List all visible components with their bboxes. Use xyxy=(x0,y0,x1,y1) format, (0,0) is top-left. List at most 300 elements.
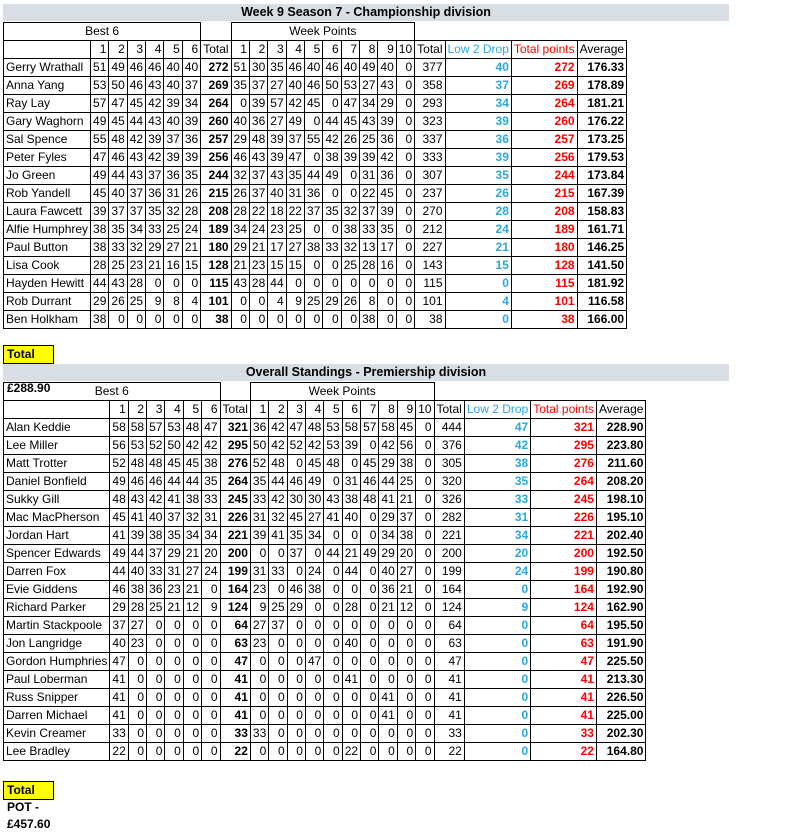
week-score: 0 xyxy=(269,743,287,761)
low2drop-value: 0 xyxy=(464,653,530,671)
week-score: 0 xyxy=(287,689,305,707)
week-score: 39 xyxy=(268,131,286,149)
average-value: 166.00 xyxy=(577,311,626,329)
best-score: 43 xyxy=(128,491,146,509)
week-score: 28 xyxy=(249,275,267,293)
week-col-header: 2 xyxy=(249,41,267,59)
player-name: Richard Parker xyxy=(4,599,110,617)
week-score: 0 xyxy=(361,509,379,527)
best-score: 48 xyxy=(128,455,146,473)
week-score: 35 xyxy=(231,77,249,95)
best-score: 45 xyxy=(165,455,183,473)
week-score: 0 xyxy=(269,653,287,671)
week-score: 27 xyxy=(360,77,378,95)
week-score: 27 xyxy=(305,509,323,527)
best-score: 34 xyxy=(127,221,145,239)
average-value: 225.00 xyxy=(596,707,645,725)
best-score: 38 xyxy=(91,239,109,257)
best-score: 46 xyxy=(110,581,128,599)
average-value: 191.90 xyxy=(596,635,645,653)
best-score: 49 xyxy=(110,473,128,491)
week-score: 57 xyxy=(268,95,286,113)
week-score: 49 xyxy=(361,545,379,563)
week-score: 0 xyxy=(416,545,434,563)
best-score: 38 xyxy=(91,221,109,239)
week-col-header: 8 xyxy=(360,41,378,59)
best-total: 41 xyxy=(220,707,250,725)
week-score: 0 xyxy=(287,563,305,581)
week-score: 29 xyxy=(379,545,397,563)
week-score: 0 xyxy=(379,635,397,653)
player-name: Sukky Gill xyxy=(4,491,110,509)
week-score: 0 xyxy=(396,203,414,221)
week-score: 29 xyxy=(323,293,341,311)
week-score: 0 xyxy=(305,599,323,617)
week-score: 23 xyxy=(249,257,267,275)
week-col-header: 5 xyxy=(324,401,342,419)
week-score: 45 xyxy=(378,185,396,203)
low2drop-value: 40 xyxy=(445,59,511,77)
week-score: 0 xyxy=(304,257,322,275)
best-score: 21 xyxy=(165,599,183,617)
best-score: 39 xyxy=(164,149,182,167)
week-score: 0 xyxy=(416,437,434,455)
best-score: 0 xyxy=(146,311,164,329)
week-total: 376 xyxy=(434,437,464,455)
best-score: 52 xyxy=(110,455,128,473)
total-points-value: 47 xyxy=(531,653,597,671)
best-score: 34 xyxy=(182,95,200,113)
week-score: 0 xyxy=(397,653,415,671)
best-score: 28 xyxy=(128,599,146,617)
best-score: 0 xyxy=(202,671,220,689)
total-points-value: 215 xyxy=(511,185,577,203)
week-score: 0 xyxy=(305,671,323,689)
low2drop-value: 47 xyxy=(464,419,530,437)
week-score: 21 xyxy=(342,545,360,563)
average-value: 162.90 xyxy=(596,599,645,617)
week-score: 0 xyxy=(287,671,305,689)
player-name: Evie Giddens xyxy=(4,581,110,599)
week-score: 0 xyxy=(378,293,396,311)
total-points-value: 124 xyxy=(531,599,597,617)
table-row xyxy=(4,509,646,527)
week-score: 48 xyxy=(249,131,267,149)
total-points-value: 208 xyxy=(511,203,577,221)
best-col-header: 3 xyxy=(127,41,145,59)
week-score: 34 xyxy=(379,527,397,545)
average-value: 211.60 xyxy=(596,455,645,473)
week-score: 0 xyxy=(416,725,434,743)
week-score: 0 xyxy=(341,167,359,185)
best-score: 40 xyxy=(164,59,182,77)
week-score: 47 xyxy=(341,95,359,113)
week-score: 43 xyxy=(268,167,286,185)
best-score: 37 xyxy=(146,167,164,185)
week-score: 0 xyxy=(305,689,323,707)
week-score: 53 xyxy=(324,419,342,437)
total-points-value: 128 xyxy=(511,257,577,275)
week-score: 21 xyxy=(397,581,415,599)
total-points-value: 226 xyxy=(531,509,597,527)
premiership-title: Overall Standings - Premiership division xyxy=(3,364,729,381)
best-score: 48 xyxy=(110,491,128,509)
average-value: 141.50 xyxy=(577,257,626,275)
week-score: 32 xyxy=(231,167,249,185)
table-row xyxy=(4,275,627,293)
best-score: 27 xyxy=(183,563,201,581)
best-score: 36 xyxy=(147,581,165,599)
week-score: 0 xyxy=(323,185,341,203)
week-score: 42 xyxy=(269,491,287,509)
low2drop-header: Low 2 Drop xyxy=(445,41,511,59)
week-score: 48 xyxy=(361,491,379,509)
week-score: 0 xyxy=(397,617,415,635)
week-score: 23 xyxy=(250,635,268,653)
best-score: 0 xyxy=(202,689,220,707)
best-score: 45 xyxy=(183,455,201,473)
best-score: 40 xyxy=(128,563,146,581)
best-score: 47 xyxy=(109,95,127,113)
week-score: 0 xyxy=(287,617,305,635)
best-score: 44 xyxy=(110,563,128,581)
week-score: 51 xyxy=(231,59,249,77)
player-name: Ray Lay xyxy=(4,95,91,113)
week-score: 17 xyxy=(378,239,396,257)
best-score: 20 xyxy=(202,545,220,563)
week-total: 22 xyxy=(434,743,464,761)
week-score: 22 xyxy=(342,743,360,761)
player-name: Ben Holkham xyxy=(4,311,91,329)
low2drop-value: 0 xyxy=(464,635,530,653)
week-score: 23 xyxy=(250,581,268,599)
week-col-header: 9 xyxy=(397,401,415,419)
best-total: 164 xyxy=(220,581,250,599)
week-score: 47 xyxy=(305,653,323,671)
week-total: 41 xyxy=(434,707,464,725)
best-col-header: 6 xyxy=(202,401,220,419)
week-score: 25 xyxy=(304,293,322,311)
average-value: 158.83 xyxy=(577,203,626,221)
week-score: 0 xyxy=(287,707,305,725)
total-points-value: 295 xyxy=(531,437,597,455)
best-score: 23 xyxy=(128,635,146,653)
best-score: 0 xyxy=(183,707,201,725)
average-value: 198.10 xyxy=(596,491,645,509)
best-total: 180 xyxy=(201,239,231,257)
best-score: 35 xyxy=(202,473,220,491)
average-value: 202.30 xyxy=(596,725,645,743)
player-name: Mac MacPherson xyxy=(4,509,110,527)
best-score: 32 xyxy=(127,239,145,257)
low2drop-value: 15 xyxy=(445,257,511,275)
best-score: 21 xyxy=(182,239,200,257)
average-value: 195.10 xyxy=(596,509,645,527)
week-total: 221 xyxy=(434,527,464,545)
low2drop-value: 0 xyxy=(464,581,530,599)
table-row xyxy=(4,689,646,707)
week-score: 33 xyxy=(269,563,287,581)
total-points-value: 63 xyxy=(531,635,597,653)
player-name: Sal Spence xyxy=(4,131,91,149)
best-score: 16 xyxy=(164,257,182,275)
best-score: 38 xyxy=(183,491,201,509)
low2drop-value: 33 xyxy=(464,491,530,509)
best-score: 0 xyxy=(165,707,183,725)
week-score: 31 xyxy=(360,167,378,185)
total-points-value: 269 xyxy=(511,77,577,95)
best-score: 35 xyxy=(146,203,164,221)
week-total: 358 xyxy=(415,77,445,95)
week-score: 17 xyxy=(268,239,286,257)
best-total: 264 xyxy=(201,95,231,113)
best-score: 0 xyxy=(147,617,165,635)
premiership-total-pot: Total POT - £457.60 xyxy=(3,781,54,800)
total-points-value: 41 xyxy=(531,707,597,725)
week-score: 46 xyxy=(323,59,341,77)
week-score: 27 xyxy=(286,239,304,257)
week-score: 0 xyxy=(396,113,414,131)
best-score: 28 xyxy=(127,275,145,293)
total-points-value: 244 xyxy=(511,167,577,185)
total-points-header: Total points xyxy=(511,41,577,59)
week-score: 13 xyxy=(360,239,378,257)
best-score: 46 xyxy=(146,59,164,77)
week-score: 35 xyxy=(268,59,286,77)
average-value: 178.89 xyxy=(577,77,626,95)
best-total: 189 xyxy=(201,221,231,239)
best-score: 45 xyxy=(109,113,127,131)
best-score: 21 xyxy=(146,257,164,275)
week-score: 38 xyxy=(360,311,378,329)
player-name: Peter Fyles xyxy=(4,149,91,167)
week-score: 30 xyxy=(287,491,305,509)
best-score: 37 xyxy=(127,185,145,203)
week-score: 0 xyxy=(396,311,414,329)
best-score: 0 xyxy=(128,725,146,743)
best-score: 4 xyxy=(182,293,200,311)
best-score: 0 xyxy=(165,725,183,743)
best-col-header: 1 xyxy=(91,41,109,59)
best-col-header: 4 xyxy=(165,401,183,419)
low2drop-value: 0 xyxy=(464,671,530,689)
average-header: Average xyxy=(577,41,626,59)
best-score: 0 xyxy=(202,617,220,635)
total-points-value: 180 xyxy=(511,239,577,257)
week-total: 115 xyxy=(415,275,445,293)
table-row xyxy=(4,725,646,743)
best-total: 22 xyxy=(220,743,250,761)
best-score: 12 xyxy=(183,599,201,617)
best-score: 38 xyxy=(202,455,220,473)
player-name: Anna Yang xyxy=(4,77,91,95)
week-score: 43 xyxy=(360,113,378,131)
best-col-header: 3 xyxy=(147,401,165,419)
week-score: 0 xyxy=(304,149,322,167)
week-score: 0 xyxy=(416,419,434,437)
average-value: 173.84 xyxy=(577,167,626,185)
week-total: 199 xyxy=(434,563,464,581)
best-score: 49 xyxy=(91,113,109,131)
best-score: 0 xyxy=(147,671,165,689)
week-score: 0 xyxy=(324,617,342,635)
player-name: Alan Keddie xyxy=(4,419,110,437)
week-score: 25 xyxy=(341,257,359,275)
best-total: 272 xyxy=(201,59,231,77)
week-total: 41 xyxy=(434,689,464,707)
week-score: 47 xyxy=(286,149,304,167)
best-total: 276 xyxy=(220,455,250,473)
week-score: 9 xyxy=(286,293,304,311)
week-score: 0 xyxy=(249,311,267,329)
best-score: 23 xyxy=(127,257,145,275)
group-header-row xyxy=(4,383,646,401)
week-score: 0 xyxy=(305,707,323,725)
week-score: 39 xyxy=(342,437,360,455)
week-score: 0 xyxy=(416,563,434,581)
best-score: 41 xyxy=(128,509,146,527)
week-score: 0 xyxy=(341,311,359,329)
week-score: 20 xyxy=(397,545,415,563)
total-points-value: 276 xyxy=(531,455,597,473)
week-score: 0 xyxy=(379,725,397,743)
best-score: 36 xyxy=(146,185,164,203)
week-score: 0 xyxy=(342,707,360,725)
best-score: 0 xyxy=(128,653,146,671)
week-score: 0 xyxy=(396,257,414,275)
average-value: 164.80 xyxy=(596,743,645,761)
table-row xyxy=(4,671,646,689)
week-score: 0 xyxy=(379,671,397,689)
week-score: 43 xyxy=(378,77,396,95)
best-col-header: 1 xyxy=(110,401,128,419)
best-total: 38 xyxy=(201,311,231,329)
best-score: 0 xyxy=(202,653,220,671)
best-score: 53 xyxy=(91,77,109,95)
best-total: 63 xyxy=(220,635,250,653)
best-score: 0 xyxy=(128,689,146,707)
table-row xyxy=(4,527,646,545)
week-score: 41 xyxy=(342,671,360,689)
week-score: 0 xyxy=(379,743,397,761)
player-name: Spencer Edwards xyxy=(4,545,110,563)
best-total: 264 xyxy=(220,473,250,491)
week-total: 323 xyxy=(415,113,445,131)
best-score: 35 xyxy=(165,527,183,545)
week-score: 0 xyxy=(286,311,304,329)
week-score: 18 xyxy=(268,203,286,221)
week-score: 0 xyxy=(269,707,287,725)
week-score: 0 xyxy=(342,527,360,545)
week-score: 40 xyxy=(379,563,397,581)
week-score: 0 xyxy=(269,689,287,707)
low2drop-value: 28 xyxy=(445,203,511,221)
best-score: 37 xyxy=(110,617,128,635)
best-score: 0 xyxy=(146,275,164,293)
player-name: Lee Bradley xyxy=(4,743,110,761)
best-score: 50 xyxy=(109,77,127,95)
week-score: 0 xyxy=(396,131,414,149)
week-score: 35 xyxy=(250,473,268,491)
table-row xyxy=(4,293,627,311)
week-score: 27 xyxy=(268,77,286,95)
week-score: 0 xyxy=(416,491,434,509)
player-name: Laura Fawcett xyxy=(4,203,91,221)
week-score: 0 xyxy=(269,581,287,599)
week-score: 0 xyxy=(361,617,379,635)
week-score: 53 xyxy=(341,77,359,95)
table-row xyxy=(4,239,627,257)
player-name: Rob Yandell xyxy=(4,185,91,203)
best-score: 48 xyxy=(109,131,127,149)
best-total: 101 xyxy=(201,293,231,311)
best-score: 0 xyxy=(165,671,183,689)
week-col-header: 7 xyxy=(361,401,379,419)
average-value: 208.20 xyxy=(596,473,645,491)
best-score: 52 xyxy=(147,437,165,455)
player-name: Gary Waghorn xyxy=(4,113,91,131)
table-row xyxy=(4,149,627,167)
best-score: 25 xyxy=(164,221,182,239)
week-score: 0 xyxy=(416,581,434,599)
week-score: 38 xyxy=(397,455,415,473)
week-score: 35 xyxy=(287,527,305,545)
week-score: 0 xyxy=(324,671,342,689)
player-name: Darren Fox xyxy=(4,563,110,581)
best-total: 199 xyxy=(220,563,250,581)
week-score: 28 xyxy=(342,599,360,617)
best-score: 33 xyxy=(109,239,127,257)
best-total: 295 xyxy=(220,437,250,455)
week-score: 0 xyxy=(324,689,342,707)
week-col-header: 1 xyxy=(250,401,268,419)
low2drop-value: 4 xyxy=(445,293,511,311)
best-score: 29 xyxy=(165,545,183,563)
week-score: 42 xyxy=(305,437,323,455)
week-score: 41 xyxy=(379,707,397,725)
table-row xyxy=(4,473,646,491)
best-score: 48 xyxy=(147,455,165,473)
average-value: 176.33 xyxy=(577,59,626,77)
average-value: 179.53 xyxy=(577,149,626,167)
low2drop-value: 35 xyxy=(445,167,511,185)
week-score: 40 xyxy=(304,59,322,77)
best-score: 0 xyxy=(202,581,220,599)
table-row xyxy=(4,635,646,653)
best-score: 41 xyxy=(110,689,128,707)
week-score: 0 xyxy=(323,311,341,329)
best-score: 40 xyxy=(164,113,182,131)
best-score: 37 xyxy=(109,203,127,221)
week-score: 37 xyxy=(397,509,415,527)
week-score: 37 xyxy=(249,167,267,185)
best-score: 58 xyxy=(128,419,146,437)
week-score: 49 xyxy=(360,59,378,77)
best-score: 0 xyxy=(147,707,165,725)
best-score: 29 xyxy=(110,599,128,617)
player-name: Lee Miller xyxy=(4,437,110,455)
week-score: 49 xyxy=(305,473,323,491)
best-score: 50 xyxy=(165,437,183,455)
player-name: Daniel Bonfield xyxy=(4,473,110,491)
best-score: 0 xyxy=(147,725,165,743)
week-score: 0 xyxy=(250,743,268,761)
week-score: 40 xyxy=(378,59,396,77)
week-score: 44 xyxy=(269,473,287,491)
week-total-header: Total xyxy=(434,401,464,419)
premiership-table xyxy=(3,382,646,761)
week-total: 270 xyxy=(415,203,445,221)
